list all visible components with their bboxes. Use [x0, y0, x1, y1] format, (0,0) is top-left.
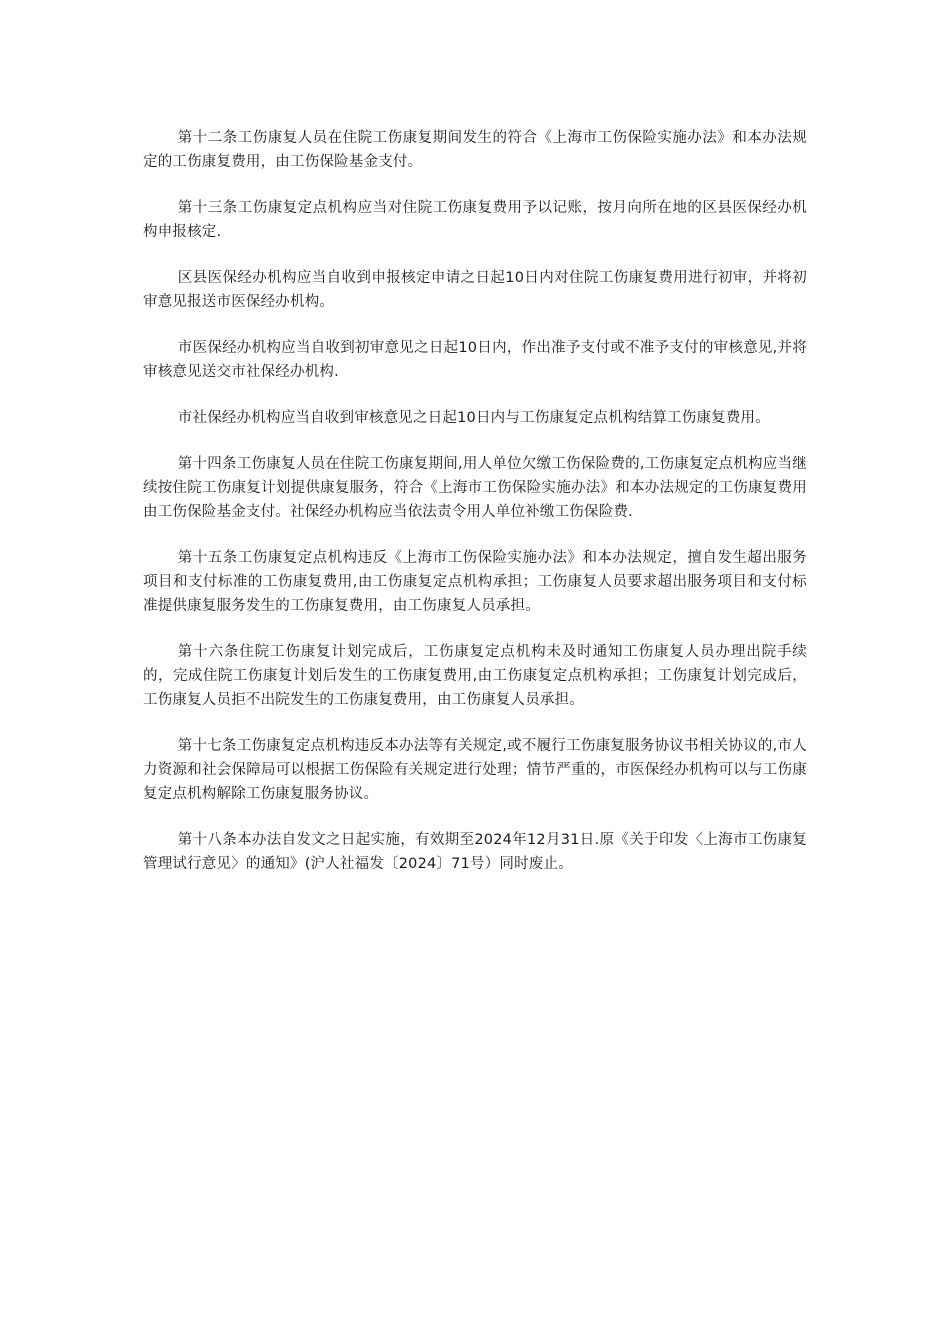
district-review-paragraph: 区县医保经办机构应当自收到申报核定申请之日起10日内对住院工伤康复费用进行初审，并将初审意见报送市医保经办机构。: [143, 270, 807, 310]
article-16-paragraph: 第十六条住院工伤康复计划完成后，工伤康复定点机构未及时通知工伤康复人员办理出院手续的，完成住院工伤康复计划后发生的工伤康复费用,由工伤康复定点机构承担；工伤康复计划完成后，工伤康复人员拒不出院发生的工伤康复费用，由工伤康复人员承担。: [143, 644, 807, 708]
article-17-paragraph: 第十七条工伤康复定点机构违反本办法等有关规定,或不履行工伤康复服务协议书相关协议的,市人力资源和社会保障局可以根据工伤保险有关规定进行处理；情节严重的，市医保经办机构可以与工伤康复定点机构解除工伤康复服务协议。: [143, 738, 807, 802]
article-18-paragraph: 第十八条本办法自发文之日起实施，有效期至2024年12月31日.原《关于印发〈上海市工伤康复管理试行意见〉的通知》(沪人社福发〔2024〕71号）同时废止。: [143, 832, 807, 872]
document-body: [143, 126, 807, 898]
article-14-paragraph: 第十四条工伤康复人员在住院工伤康复期间,用人单位欠缴工伤保险费的,工伤康复定点机构应当继续按住院工伤康复计划提供康复服务，符合《上海市工伤保险实施办法》和本办法规定的工伤康复费用由工伤保险基金支付。社保经办机构应当依法责令用人单位补缴工伤保险费.: [143, 456, 807, 520]
article-12-paragraph: 第十二条工伤康复人员在住院工伤康复期间发生的符合《上海市工伤保险实施办法》和本办法规定的工伤康复费用，由工伤保险基金支付。: [143, 130, 807, 170]
city-medical-review-paragraph: 市医保经办机构应当自收到初审意见之日起10日内，作出准予支付或不准予支付的审核意见,并将审核意见送交市社保经办机构.: [143, 340, 807, 380]
article-13-paragraph: 第十三条工伤康复定点机构应当对住院工伤康复费用予以记账，按月向所在地的区县医保经办机构申报核定.: [143, 200, 807, 240]
city-social-settlement-paragraph: 市社保经办机构应当自收到审核意见之日起10日内与工伤康复定点机构结算工伤康复费用。: [177, 410, 770, 426]
article-15-paragraph: 第十五条工伤康复定点机构违反《上海市工伤保险实施办法》和本办法规定，擅自发生超出服务项目和支付标准的工伤康复费用,由工伤康复定点机构承担；工伤康复人员要求超出服务项目和支付标准提供康复服务发生的工伤康复费用，由工伤康复人员承担。: [143, 550, 807, 614]
